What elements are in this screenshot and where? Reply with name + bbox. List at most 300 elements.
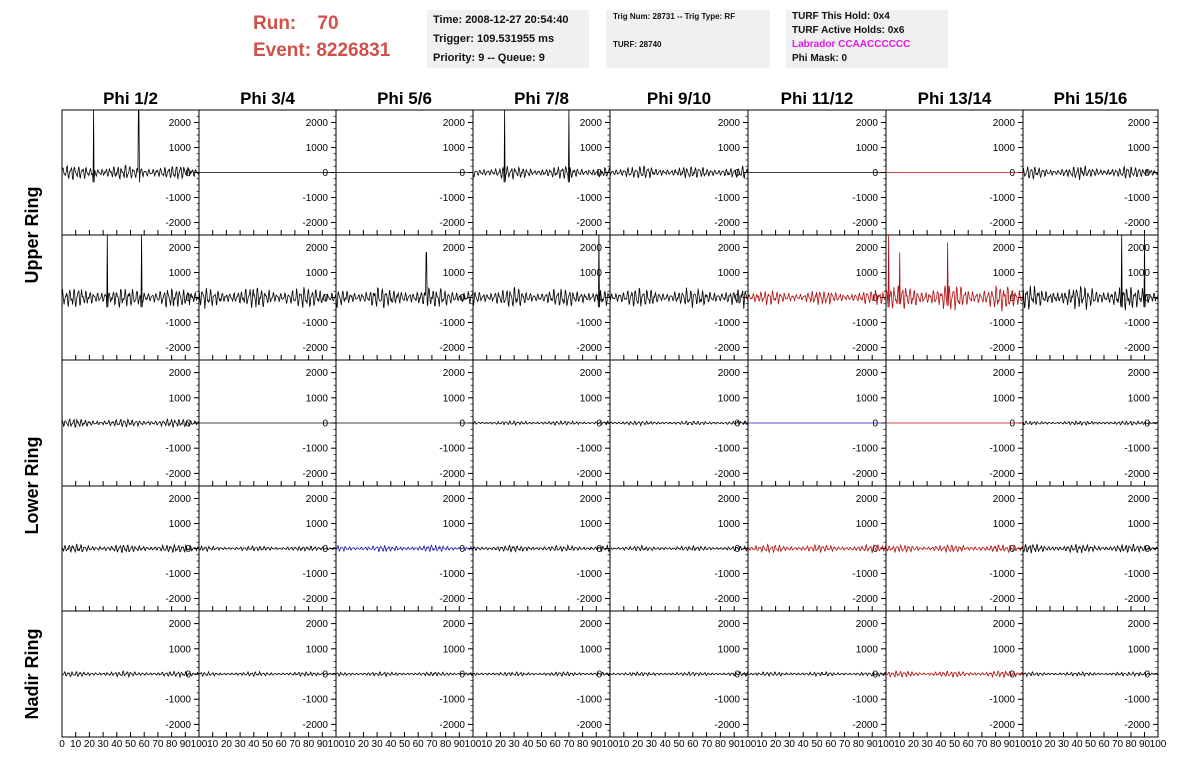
x-tick-label: 40 [522,739,534,750]
y-tick-label: -2000 [302,343,328,354]
waveform-series [610,288,748,309]
y-tick-label: 1000 [579,143,602,154]
x-tick-label: 20 [1044,739,1056,750]
event-number: Event: 8226831 [253,40,391,61]
y-tick-label: 1000 [442,393,465,405]
y-tick-label: -2000 [439,719,465,731]
y-tick-label: 2000 [305,368,328,380]
waveform-series [748,672,886,676]
y-tick-label: 2000 [717,368,740,380]
waveform-series [199,546,336,551]
y-tick-label: 2000 [442,118,465,129]
x-tick-label: 20 [770,739,782,750]
y-tick-label: 1000 [305,268,328,279]
y-tick-label: 1000 [855,268,878,279]
y-tick-label: -2000 [1124,719,1150,731]
y-tick-label: 0 [1009,544,1015,555]
x-tick-label: 30 [783,739,795,750]
y-tick-label: 2000 [1127,368,1150,380]
y-tick-label: 1000 [305,393,328,405]
y-tick-label: 1000 [992,393,1015,405]
x-tick-label: 30 [371,739,383,750]
y-tick-label: 0 [322,669,328,681]
x-tick-label: 10 [756,739,768,750]
y-tick-label: -2000 [989,218,1015,229]
column-title: Phi 7/8 [514,89,569,108]
column-title: Phi 3/4 [240,89,295,108]
y-tick-label: -1000 [165,443,191,455]
x-tick-label: 40 [385,739,397,750]
x-tick-label: 50 [811,739,823,750]
y-tick-label: -1000 [165,694,191,706]
y-tick-label: -2000 [989,468,1015,480]
y-tick-label: -1000 [439,694,465,706]
y-tick-label: 2000 [442,619,465,631]
y-tick-label: 2000 [305,619,328,631]
y-tick-label: -2000 [852,218,878,229]
y-tick-label: 1000 [168,393,191,405]
y-tick-label: -1000 [439,443,465,455]
y-tick-label: -1000 [989,443,1015,455]
waveform-series [199,672,336,677]
x-tick-label: 40 [659,739,671,750]
y-tick-label: -1000 [576,318,602,329]
x-tick-label: 80 [1125,739,1137,750]
waveform-series [748,545,886,553]
y-tick-label: 0 [872,669,878,681]
y-tick-label: 1000 [579,519,602,530]
y-tick-label: 0 [322,418,328,430]
column-title: Phi 1/2 [103,89,158,108]
y-tick-label: -2000 [1124,218,1150,229]
y-tick-label: -2000 [1124,468,1150,480]
x-tick-label: 100 [601,739,619,750]
waveform-series [62,419,199,428]
y-tick-label: 0 [185,168,191,179]
y-tick-label: -2000 [852,468,878,480]
y-tick-label: -1000 [576,569,602,580]
trigger-text: Trigger: 109.531955 ms [433,33,555,45]
y-tick-label: 2000 [717,118,740,129]
y-tick-label: -2000 [439,218,465,229]
waveform-series [473,672,610,676]
y-tick-label: 2000 [855,118,878,129]
x-tick-label: 100 [877,739,895,750]
y-tick-label: 1000 [442,644,465,656]
ring-title: Lower Ring [22,436,42,535]
x-tick-label: 60 [138,739,150,750]
x-tick-label: 50 [124,739,137,750]
y-tick-label: 1000 [855,143,878,154]
x-tick-label: 0 [59,739,65,750]
y-tick-label: 1000 [717,393,740,405]
y-tick-label: 2000 [1127,619,1150,631]
y-tick-label: -2000 [439,343,465,354]
y-tick-label: 1000 [717,519,740,530]
y-tick-label: 0 [734,544,740,555]
y-tick-label: -1000 [1124,318,1150,329]
y-tick-label: 0 [459,418,465,430]
y-tick-label: -1000 [714,694,740,706]
x-tick-label: 10 [1030,739,1043,750]
y-tick-label: 0 [596,168,602,179]
y-tick-label: 1000 [579,268,602,279]
y-tick-label: -2000 [576,468,602,480]
x-tick-label: 100 [327,739,345,750]
waveform-series [199,287,336,309]
y-tick-label: -2000 [165,594,191,605]
y-tick-label: 1000 [855,393,878,405]
y-tick-label: 2000 [855,494,878,505]
y-tick-label: 0 [322,544,328,555]
y-tick-label: -2000 [302,719,328,731]
y-tick-label: 1000 [1127,143,1150,154]
x-tick-label: 90 [866,739,878,750]
y-tick-label: 2000 [717,619,740,631]
x-tick-label: 80 [577,739,589,750]
y-tick-label: 2000 [305,243,328,254]
y-tick-label: -2000 [165,343,191,354]
turf-active-text: TURF Active Holds: 0x6 [792,25,905,36]
y-tick-label: -2000 [576,343,602,354]
y-tick-label: 1000 [579,393,602,405]
x-tick-label: 90 [590,739,602,750]
y-tick-label: 0 [872,293,878,304]
y-tick-label: -1000 [576,193,602,204]
y-tick-label: -1000 [989,318,1015,329]
waveform-series [62,544,199,553]
column-title: Phi 9/10 [646,89,712,108]
y-tick-label: 2000 [442,494,465,505]
y-tick-label: -2000 [714,594,740,605]
x-tick-label: 20 [494,739,506,750]
x-tick-label: 70 [701,739,713,750]
y-tick-label: 1000 [442,143,465,154]
y-tick-label: -1000 [165,193,191,204]
y-tick-label: 2000 [168,494,191,505]
y-tick-label: 2000 [305,118,328,129]
y-tick-label: -2000 [989,594,1015,605]
y-tick-label: -1000 [714,569,740,580]
y-tick-label: 0 [322,168,328,179]
y-tick-label: -2000 [302,218,328,229]
y-tick-label: 1000 [1127,268,1150,279]
turf-num-text: TURF: 28740 [613,40,662,49]
y-tick-label: 1000 [717,143,740,154]
x-tick-label: 30 [645,739,657,750]
x-tick-label: 60 [825,739,837,750]
x-tick-label: 50 [948,739,961,750]
y-tick-label: 2000 [855,619,878,631]
y-tick-label: 1000 [305,143,328,154]
y-tick-label: 1000 [305,644,328,656]
y-tick-label: 0 [459,293,465,304]
y-tick-label: 0 [459,168,465,179]
y-tick-label: -1000 [302,694,328,706]
column-title: Phi 11/12 [780,89,854,108]
y-tick-label: 1000 [992,519,1015,530]
waveform-series [62,671,199,677]
y-tick-label: 0 [1144,669,1150,681]
y-tick-label: 2000 [579,243,602,254]
x-tick-label: 20 [632,739,644,750]
waveform-series [473,421,610,425]
y-tick-label: -1000 [576,694,602,706]
x-tick-label: 80 [990,739,1002,750]
y-tick-label: 1000 [992,644,1015,656]
x-tick-label: 20 [220,739,232,750]
y-tick-label: -1000 [852,193,878,204]
y-tick-label: -1000 [714,193,740,204]
y-tick-label: -1000 [989,569,1015,580]
waveform-series [610,672,748,677]
y-tick-label: 0 [734,293,740,304]
x-tick-label: 100 [190,739,208,750]
y-tick-label: -2000 [1124,594,1150,605]
y-tick-label: 2000 [442,368,465,380]
waveform-series [1023,421,1158,425]
waveform-series [336,545,473,552]
y-tick-label: -2000 [852,719,878,731]
y-tick-label: 0 [185,669,191,681]
waveform-series [336,672,473,676]
y-tick-label: 0 [596,293,602,304]
waveform-series [1023,672,1158,676]
y-tick-label: 0 [1144,168,1150,179]
y-tick-label: -1000 [302,569,328,580]
y-tick-label: 2000 [855,243,878,254]
x-tick-label: 100 [739,739,757,750]
x-tick-label: 80 [166,739,178,750]
x-tick-label: 50 [673,739,685,750]
y-tick-label: -2000 [714,468,740,480]
x-tick-label: 40 [935,739,947,750]
y-tick-label: -1000 [1124,193,1150,204]
column-title: Phi 5/6 [377,89,432,108]
y-tick-label: 0 [872,418,878,430]
y-tick-label: -2000 [1124,343,1150,354]
x-tick-label: 60 [549,739,561,750]
x-tick-label: 30 [508,739,520,750]
x-tick-label: 70 [1111,739,1124,750]
x-tick-label: 10 [618,739,630,750]
y-tick-label: 0 [596,669,602,681]
y-tick-label: -1000 [439,318,465,329]
y-tick-label: 2000 [579,118,602,129]
y-tick-label: -2000 [989,343,1015,354]
y-tick-label: 0 [1144,418,1150,430]
y-tick-label: 2000 [1127,118,1150,129]
y-tick-label: 2000 [717,243,740,254]
y-tick-label: -1000 [714,443,740,455]
y-tick-label: 0 [1009,418,1015,430]
column-title: Phi 15/16 [1053,89,1128,108]
y-tick-label: 2000 [717,494,740,505]
y-tick-label: 1000 [992,143,1015,154]
y-tick-label: 0 [185,293,191,304]
y-tick-label: -1000 [1124,443,1150,455]
x-tick-label: 60 [275,739,287,750]
x-tick-label: 50 [535,739,548,750]
y-tick-label: -2000 [302,594,328,605]
waveform-series [886,545,1023,553]
y-tick-label: -1000 [576,443,602,455]
y-tick-label: 0 [459,669,465,681]
waveform-series [886,671,1023,678]
trig-num-text: Trig Num: 28731 -- Trig Type: RF [613,12,736,21]
y-tick-label: 2000 [168,368,191,380]
y-tick-label: -1000 [852,694,878,706]
waveform-series [336,253,473,309]
y-tick-label: -2000 [852,594,878,605]
x-tick-label: 30 [234,739,246,750]
y-tick-label: -2000 [852,343,878,354]
x-tick-label: 90 [179,739,191,750]
run-number: Run: 70 [253,13,339,34]
y-tick-label: 1000 [1127,519,1150,530]
y-tick-label: -1000 [439,193,465,204]
x-tick-label: 90 [1003,739,1015,750]
waveform-series [1023,166,1158,180]
x-tick-label: 80 [303,739,315,750]
y-tick-label: -1000 [302,443,328,455]
waveform-series [610,166,748,179]
x-tick-label: 30 [97,739,109,750]
y-tick-label: 2000 [992,494,1015,505]
turf-hold-text: TURF This Hold: 0x4 [792,11,890,22]
y-tick-label: -1000 [165,318,191,329]
y-tick-label: 2000 [442,243,465,254]
x-tick-label: 10 [70,739,82,750]
y-tick-label: 0 [872,544,878,555]
priority-text: Priority: 9 -- Queue: 9 [433,52,545,64]
waveform-series [748,290,886,305]
y-tick-label: 0 [734,669,740,681]
y-tick-label: -2000 [165,719,191,731]
x-tick-label: 70 [976,739,988,750]
x-tick-label: 70 [289,739,301,750]
x-tick-label: 10 [207,739,219,750]
y-tick-label: 2000 [992,619,1015,631]
x-tick-label: 50 [1084,739,1097,750]
x-tick-label: 70 [839,739,851,750]
y-tick-label: -2000 [576,594,602,605]
y-tick-label: -2000 [714,343,740,354]
x-tick-label: 50 [398,739,411,750]
y-tick-label: 0 [185,418,191,430]
y-tick-label: 1000 [717,268,740,279]
y-tick-label: 1000 [168,644,191,656]
y-tick-label: -1000 [989,694,1015,706]
y-tick-label: -1000 [302,318,328,329]
y-tick-label: 2000 [1127,243,1150,254]
y-tick-label: 2000 [168,243,191,254]
y-tick-label: 2000 [168,118,191,129]
y-tick-label: 1000 [442,268,465,279]
y-tick-label: 2000 [1127,494,1150,505]
y-tick-label: -2000 [165,468,191,480]
y-tick-label: -1000 [852,318,878,329]
y-tick-label: 1000 [855,519,878,530]
x-tick-label: 40 [111,739,123,750]
x-tick-label: 60 [687,739,699,750]
x-tick-label: 100 [464,739,482,750]
x-tick-label: 40 [248,739,260,750]
y-tick-label: -2000 [165,218,191,229]
x-tick-label: 100 [1014,739,1032,750]
x-tick-label: 90 [453,739,465,750]
x-tick-label: 10 [894,739,906,750]
x-tick-label: 90 [1138,739,1151,750]
x-tick-label: 40 [797,739,809,750]
x-tick-label: 90 [316,739,328,750]
y-tick-label: 0 [1009,293,1015,304]
labrador-text: Labrador CCAACCCCCC [792,39,911,50]
y-tick-label: -1000 [989,193,1015,204]
y-tick-label: -1000 [852,443,878,455]
y-tick-label: 1000 [168,143,191,154]
ring-title: Nadir Ring [22,628,42,720]
x-tick-label: 70 [152,739,164,750]
y-tick-label: -2000 [439,594,465,605]
y-tick-label: 2000 [305,494,328,505]
x-tick-label: 20 [83,739,95,750]
y-tick-label: -2000 [989,719,1015,731]
y-tick-label: -1000 [439,569,465,580]
y-tick-label: 0 [1144,293,1150,304]
y-tick-label: 1000 [168,268,191,279]
y-tick-label: 2000 [579,368,602,380]
y-tick-label: -2000 [714,218,740,229]
x-tick-label: 10 [481,739,493,750]
y-tick-label: 1000 [579,644,602,656]
y-tick-label: -2000 [576,218,602,229]
y-tick-label: 0 [596,544,602,555]
y-tick-label: 0 [872,168,878,179]
waveform-series [1023,544,1158,553]
x-tick-label: 50 [261,739,274,750]
column-title: Phi 13/14 [917,89,992,108]
y-tick-label: -1000 [1124,569,1150,580]
x-tick-label: 80 [714,739,726,750]
x-tick-label: 100 [1149,739,1167,750]
y-tick-label: -1000 [165,569,191,580]
y-tick-label: 0 [734,168,740,179]
waveform-series [473,545,610,551]
y-tick-label: 2000 [992,118,1015,129]
time-text: Time: 2008-12-27 20:54:40 [433,14,569,26]
y-tick-label: 1000 [1127,644,1150,656]
x-tick-label: 10 [344,739,356,750]
x-tick-label: 40 [1071,739,1083,750]
x-tick-label: 20 [357,739,369,750]
y-tick-label: 0 [734,418,740,430]
y-tick-label: -1000 [1124,694,1150,706]
y-tick-label: -2000 [714,719,740,731]
x-tick-label: 70 [563,739,575,750]
y-tick-label: -1000 [714,318,740,329]
y-tick-label: -2000 [302,468,328,480]
y-tick-label: 2000 [992,243,1015,254]
x-tick-label: 20 [907,739,919,750]
waveform-series [610,546,748,551]
x-tick-label: 30 [921,739,933,750]
y-tick-label: 2000 [992,368,1015,380]
x-tick-label: 60 [412,739,424,750]
y-tick-label: 0 [1144,544,1150,555]
ring-title: Upper Ring [22,186,42,284]
y-tick-label: 1000 [442,519,465,530]
